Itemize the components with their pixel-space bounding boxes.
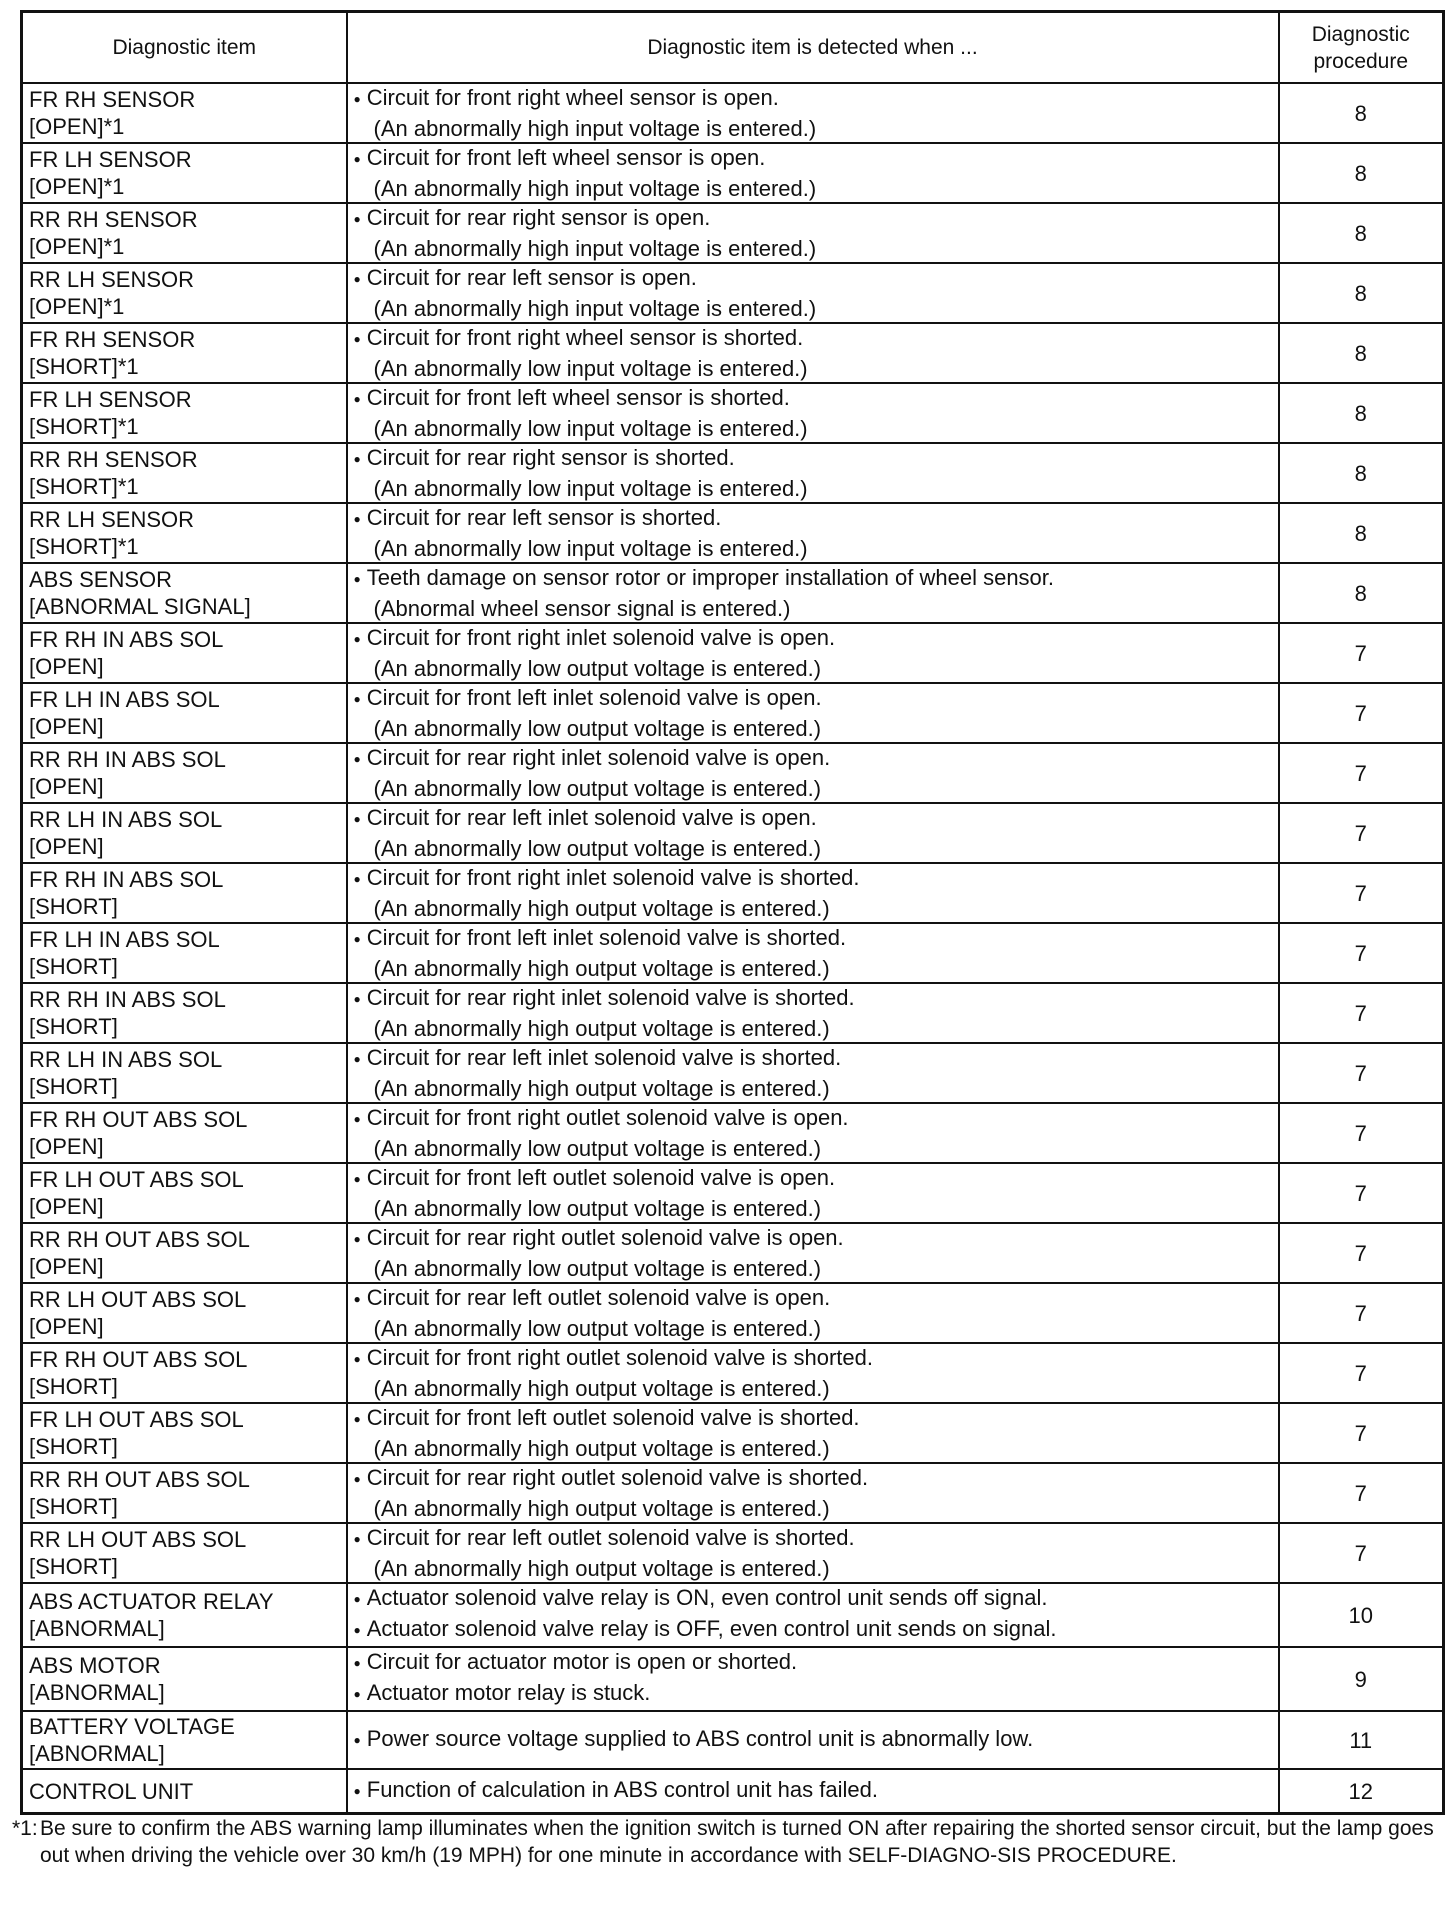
- condition-note: (An abnormally low output voltage is entered.): [373, 1136, 822, 1161]
- diagnostic-item-line: FR RH OUT ABS SOL: [29, 1347, 248, 1372]
- bullet-condition: ● Circuit for rear right sensor is open.: [354, 204, 1272, 235]
- diagnostic-item-line: RR LH SENSOR: [29, 267, 195, 292]
- procedure-number: 12: [1279, 1769, 1444, 1814]
- detected-when-cell: [347, 1711, 1279, 1769]
- diagnostic-item-cell: [22, 1043, 347, 1103]
- procedure-number: 7: [1279, 1463, 1444, 1523]
- diagnostic-item-cell: [22, 1711, 347, 1769]
- diagnostic-item-line: CONTROL UNIT: [29, 1778, 194, 1804]
- diagnostic-item-cell: [22, 1223, 347, 1283]
- procedure-number: 7: [1279, 1043, 1444, 1103]
- diagnostic-item-line: RR RH IN ABS SOL: [29, 747, 226, 772]
- bullet-condition: ● Circuit for front left wheel sensor is shorted.: [354, 384, 1272, 415]
- condition-note: (An abnormally high output voltage is entered.): [373, 1016, 830, 1041]
- table-row: [22, 743, 1444, 803]
- procedure-number: 7: [1279, 743, 1444, 803]
- bullet-condition: ● Actuator solenoid valve relay is ON, even control unit sends off signal.: [354, 1584, 1272, 1615]
- footnote-marker: *1:: [12, 1817, 38, 1840]
- bullet-condition: ● Circuit for rear left sensor is open.: [354, 264, 1272, 295]
- table-row: [22, 1343, 1444, 1403]
- procedure-number: 7: [1279, 1283, 1444, 1343]
- bullet-condition: ● Circuit for rear right inlet solenoid valve is open.: [354, 744, 1272, 775]
- footnote-text: Be sure to confirm the ABS warning lamp illuminates when the ignition switch is turned ON after repairing the shorted sensor circuit, but the lamp goes out when driving the vehicle over 30 km/h (19 MPH) for one minute in accordance with SELF-DIAGNO-SIS PROCEDURE.: [40, 1817, 1434, 1867]
- diagnostic-item-line: [SHORT]: [29, 1554, 118, 1579]
- bullet-condition: ● Circuit for rear left outlet solenoid valve is open.: [354, 1284, 1272, 1315]
- diagnostic-item-line: [OPEN]*1: [29, 234, 125, 259]
- diagnostic-item-line: RR LH IN ABS SOL: [29, 807, 223, 832]
- diagnostic-item-cell: [22, 1463, 347, 1523]
- table-row: [22, 803, 1444, 863]
- table-row: [22, 1043, 1444, 1103]
- table-row: [22, 1103, 1444, 1163]
- diagnostic-item-line: ABS MOTOR: [29, 1653, 161, 1678]
- condition-note: (An abnormally low output voltage is entered.): [373, 776, 822, 801]
- diagnostic-item-cell: [22, 203, 347, 263]
- bullet-condition: ● Circuit for rear right inlet solenoid valve is shorted.: [354, 984, 1272, 1015]
- diagnostic-item-cell: [22, 503, 347, 563]
- diagnostic-item-line: [OPEN]: [29, 834, 104, 859]
- procedure-number: 7: [1279, 1223, 1444, 1283]
- diagnostic-item-cell: [22, 1283, 347, 1343]
- bullet-condition: ● Function of calculation in ABS control unit has failed.: [354, 1776, 1272, 1807]
- diagnostic-item-line: FR LH OUT ABS SOL: [29, 1407, 244, 1432]
- procedure-number: 7: [1279, 983, 1444, 1043]
- bullet-condition: ● Circuit for front left outlet solenoid valve is open.: [354, 1164, 1272, 1195]
- procedure-number: 7: [1279, 1343, 1444, 1403]
- bullet-condition: ● Actuator motor relay is stuck.: [354, 1679, 1272, 1710]
- diagnostic-item-line: [SHORT]: [29, 1374, 118, 1399]
- detected-when-cell: [347, 1103, 1279, 1163]
- diagnostic-item-line: [OPEN]: [29, 1254, 104, 1279]
- diagnostic-item-cell: [22, 923, 347, 983]
- diagnostic-item-cell: [22, 863, 347, 923]
- bullet-condition: ● Circuit for front right inlet solenoid valve is shorted.: [354, 864, 1272, 895]
- table-row: [22, 923, 1444, 983]
- diagnostic-item-cell: [22, 83, 347, 143]
- diagnostic-item-cell: [22, 383, 347, 443]
- diagnostic-item-line: ABS ACTUATOR RELAY: [29, 1589, 274, 1614]
- diagnostic-item-line: ABS SENSOR: [29, 567, 173, 592]
- table-row: [22, 1463, 1444, 1523]
- bullet-condition: ● Circuit for rear left sensor is shorted.: [354, 504, 1272, 535]
- header-diagnostic-procedure: [1279, 12, 1444, 84]
- procedure-number: 7: [1279, 863, 1444, 923]
- header-row: [22, 12, 1444, 84]
- bullet-condition: ● Circuit for front right outlet solenoid valve is open.: [354, 1104, 1272, 1135]
- procedure-number: 7: [1279, 923, 1444, 983]
- diagnostic-item-line: FR RH OUT ABS SOL: [29, 1107, 248, 1132]
- table-row: [22, 263, 1444, 323]
- diagnostic-item-cell: [22, 983, 347, 1043]
- table-row: [22, 563, 1444, 623]
- detected-when-cell: [347, 1647, 1279, 1711]
- table-row: [22, 1647, 1444, 1711]
- diagnostic-item-line: [SHORT]: [29, 954, 118, 979]
- condition-note: (An abnormally high output voltage is entered.): [373, 1496, 830, 1521]
- detected-when-cell: [347, 623, 1279, 683]
- diagnostic-item-cell: [22, 743, 347, 803]
- detected-when-cell: [347, 743, 1279, 803]
- diagnostic-item-line: [OPEN]: [29, 1194, 104, 1219]
- condition-note: (An abnormally low output voltage is entered.): [373, 1196, 822, 1221]
- detected-when-cell: [347, 323, 1279, 383]
- detected-when-cell: [347, 983, 1279, 1043]
- procedure-number: 10: [1279, 1583, 1444, 1647]
- table-row: [22, 1711, 1444, 1769]
- condition-note: (An abnormally low output voltage is entered.): [373, 1256, 822, 1281]
- condition-note: (An abnormally high output voltage is entered.): [373, 1436, 830, 1461]
- condition-note: (Abnormal wheel sensor signal is entered.): [373, 596, 791, 621]
- diagnostic-item-line: FR RH SENSOR: [29, 327, 196, 352]
- diagnostic-item-cell: [22, 1403, 347, 1463]
- table-row: [22, 623, 1444, 683]
- diagnostic-item-line: [ABNORMAL]: [29, 1741, 165, 1766]
- detected-when-cell: [347, 1463, 1279, 1523]
- procedure-number: 8: [1279, 203, 1444, 263]
- procedure-number: 8: [1279, 563, 1444, 623]
- bullet-condition: ● Actuator solenoid valve relay is OFF, even control unit sends on signal.: [354, 1615, 1272, 1646]
- diagnostic-item-cell: [22, 1647, 347, 1711]
- bullet-condition: ● Power source voltage supplied to ABS control unit is abnormally low.: [354, 1725, 1272, 1756]
- procedure-number: 8: [1279, 443, 1444, 503]
- diagnostic-item-line: RR LH OUT ABS SOL: [29, 1527, 247, 1552]
- diagnostic-item-line: [OPEN]: [29, 1134, 104, 1159]
- diagnostic-item-line: [OPEN]*1: [29, 174, 125, 199]
- diagnostic-item-line: FR LH IN ABS SOL: [29, 927, 220, 952]
- detected-when-cell: [347, 1343, 1279, 1403]
- procedure-number: 7: [1279, 683, 1444, 743]
- diagnostic-item-cell: [22, 263, 347, 323]
- detected-when-cell: [347, 1583, 1279, 1647]
- bullet-condition: ● Circuit for rear left outlet solenoid valve is shorted.: [354, 1524, 1272, 1555]
- header-procedure-line1: Diagnostic: [1311, 22, 1410, 46]
- procedure-number: 8: [1279, 503, 1444, 563]
- diagnostic-item-line: [SHORT]: [29, 1014, 118, 1039]
- procedure-number: 7: [1279, 1403, 1444, 1463]
- bullet-condition: ● Circuit for front left wheel sensor is open.: [354, 144, 1272, 175]
- header-diagnostic-item: Diagnostic item: [22, 12, 347, 84]
- diagnostic-item-line: [SHORT]*1: [29, 534, 139, 559]
- diagnostic-item-cell: [22, 143, 347, 203]
- diagnostic-item-line: [OPEN]: [29, 654, 104, 679]
- table-row: [22, 323, 1444, 383]
- detected-when-cell: [347, 1283, 1279, 1343]
- diagnostic-item-line: [ABNORMAL SIGNAL]: [29, 594, 251, 619]
- table-row: [22, 1583, 1444, 1647]
- detected-when-cell: [347, 1163, 1279, 1223]
- diagnostic-item-line: [OPEN]: [29, 774, 104, 799]
- bullet-condition: ● Circuit for front left inlet solenoid valve is open.: [354, 684, 1272, 715]
- diagnostic-item-line: RR RH OUT ABS SOL: [29, 1227, 250, 1252]
- procedure-number: 11: [1279, 1711, 1444, 1769]
- bullet-condition: ● Teeth damage on sensor rotor or improper installation of wheel sensor.: [354, 564, 1272, 595]
- diagnostic-item-line: [SHORT]*1: [29, 414, 139, 439]
- diagnostic-item-line: FR RH IN ABS SOL: [29, 627, 224, 652]
- diagnostic-item-line: RR RH IN ABS SOL: [29, 987, 226, 1012]
- diagnostic-item-cell: [22, 1583, 347, 1647]
- diagnostic-item-line: [ABNORMAL]: [29, 1680, 165, 1705]
- table-row: [22, 983, 1444, 1043]
- detected-when-cell: [347, 143, 1279, 203]
- condition-note: (An abnormally high output voltage is entered.): [373, 1076, 830, 1101]
- table-row: [22, 503, 1444, 563]
- header-detected-when: Diagnostic item is detected when ...: [347, 12, 1279, 84]
- detected-when-cell: [347, 923, 1279, 983]
- diagnostic-item-line: RR LH OUT ABS SOL: [29, 1287, 247, 1312]
- table-row: [22, 1223, 1444, 1283]
- diagnostic-item-cell: [22, 443, 347, 503]
- table-row: [22, 1769, 1444, 1814]
- procedure-number: 8: [1279, 383, 1444, 443]
- diagnostic-item-line: [OPEN]*1: [29, 294, 125, 319]
- condition-note: (An abnormally low output voltage is entered.): [373, 1316, 822, 1341]
- diagnostic-item-line: BATTERY VOLTAGE: [29, 1714, 235, 1739]
- diagnostic-item-line: RR RH SENSOR: [29, 207, 198, 232]
- condition-note: (An abnormally low output voltage is entered.): [373, 716, 822, 741]
- detected-when-cell: [347, 1223, 1279, 1283]
- procedure-number: 8: [1279, 323, 1444, 383]
- diagnostic-item-line: RR RH OUT ABS SOL: [29, 1467, 250, 1492]
- diagnostic-item-line: FR RH IN ABS SOL: [29, 867, 224, 892]
- procedure-number: 7: [1279, 623, 1444, 683]
- diagnostic-item-line: [ABNORMAL]: [29, 1616, 165, 1641]
- detected-when-cell: [347, 263, 1279, 323]
- diagnostic-item-cell: [22, 1163, 347, 1223]
- condition-note: (An abnormally low output voltage is entered.): [373, 656, 822, 681]
- bullet-condition: ● Circuit for front right inlet solenoid valve is open.: [354, 624, 1272, 655]
- diagnostic-item-line: [SHORT]: [29, 1494, 118, 1519]
- procedure-number: 7: [1279, 1523, 1444, 1583]
- condition-note: (An abnormally high output voltage is entered.): [373, 896, 830, 921]
- diagnostic-item-line: [SHORT]: [29, 894, 118, 919]
- diagnostic-item-cell: [22, 803, 347, 863]
- diagnostic-item-line: FR LH SENSOR: [29, 387, 192, 412]
- bullet-condition: ● Circuit for rear left inlet solenoid valve is shorted.: [354, 1044, 1272, 1075]
- table-row: [22, 203, 1444, 263]
- condition-note: (An abnormally low output voltage is entered.): [373, 836, 822, 861]
- detected-when-cell: [347, 203, 1279, 263]
- table-row: [22, 443, 1444, 503]
- diagnostic-item-cell: [22, 683, 347, 743]
- detected-when-cell: [347, 383, 1279, 443]
- bullet-condition: ● Circuit for rear left inlet solenoid valve is open.: [354, 804, 1272, 835]
- bullet-condition: ● Circuit for front left outlet solenoid valve is shorted.: [354, 1404, 1272, 1435]
- bullet-condition: ● Circuit for front right wheel sensor is shorted.: [354, 324, 1272, 355]
- bullet-condition: ● Circuit for rear right outlet solenoid valve is shorted.: [354, 1464, 1272, 1495]
- bullet-condition: ● Circuit for actuator motor is open or shorted.: [354, 1648, 1272, 1679]
- diagnostic-item-line: [SHORT]*1: [29, 354, 139, 379]
- procedure-number: 8: [1279, 143, 1444, 203]
- detected-when-cell: [347, 1043, 1279, 1103]
- bullet-condition: ● Circuit for front right wheel sensor is open.: [354, 84, 1272, 115]
- footnote: [12, 1815, 1442, 1869]
- table-body: [22, 83, 1444, 1814]
- detected-when-cell: [347, 443, 1279, 503]
- table-row: [22, 1283, 1444, 1343]
- table-row: [22, 83, 1444, 143]
- condition-note: (An abnormally high input voltage is entered.): [373, 176, 817, 201]
- diagnostic-item-line: [SHORT]*1: [29, 474, 139, 499]
- detected-when-cell: [347, 503, 1279, 563]
- condition-note: (An abnormally high input voltage is entered.): [373, 296, 817, 321]
- diagnostic-item-line: [OPEN]*1: [29, 114, 125, 139]
- detected-when-cell: [347, 863, 1279, 923]
- diagnostic-item-cell: [22, 1103, 347, 1163]
- diagnostic-item-line: [SHORT]: [29, 1434, 118, 1459]
- diagnostic-item-line: FR LH OUT ABS SOL: [29, 1167, 244, 1192]
- diagnostic-item-line: RR LH SENSOR: [29, 507, 195, 532]
- detected-when-cell: [347, 83, 1279, 143]
- procedure-number: 8: [1279, 83, 1444, 143]
- diagnostic-item-cell: [22, 1523, 347, 1583]
- table-row: [22, 1403, 1444, 1463]
- table-row: [22, 1523, 1444, 1583]
- procedure-number: 8: [1279, 263, 1444, 323]
- detected-when-cell: [347, 1403, 1279, 1463]
- diagnostic-item-line: FR LH IN ABS SOL: [29, 687, 220, 712]
- procedure-number: 7: [1279, 803, 1444, 863]
- bullet-condition: ● Circuit for rear right outlet solenoid valve is open.: [354, 1224, 1272, 1255]
- condition-note: (An abnormally high input voltage is entered.): [373, 116, 817, 141]
- diagnostic-item-line: RR LH IN ABS SOL: [29, 1047, 223, 1072]
- procedure-number: 7: [1279, 1103, 1444, 1163]
- bullet-condition: ● Circuit for rear right sensor is shorted.: [354, 444, 1272, 475]
- procedure-number: 9: [1279, 1647, 1444, 1711]
- condition-note: (An abnormally high output voltage is entered.): [373, 1376, 830, 1401]
- diagnostic-item-cell: [22, 623, 347, 683]
- diagnostic-item-line: [OPEN]: [29, 1314, 104, 1339]
- detected-when-cell: [347, 1523, 1279, 1583]
- diagnostic-item-cell: [22, 1343, 347, 1403]
- table-row: [22, 863, 1444, 923]
- table-row: [22, 683, 1444, 743]
- condition-note: (An abnormally low input voltage is entered.): [373, 416, 808, 441]
- diagnostic-item-cell: [22, 323, 347, 383]
- condition-note: (An abnormally low input voltage is entered.): [373, 476, 808, 501]
- procedure-number: 7: [1279, 1163, 1444, 1223]
- detected-when-cell: [347, 563, 1279, 623]
- detected-when-cell: [347, 803, 1279, 863]
- diagnostic-item-line: [SHORT]: [29, 1074, 118, 1099]
- diagnostic-item-cell: [22, 1769, 347, 1814]
- table-row: [22, 383, 1444, 443]
- detected-when-cell: [347, 683, 1279, 743]
- detected-when-cell: [347, 1769, 1279, 1814]
- diagnostic-item-cell: [22, 563, 347, 623]
- condition-note: (An abnormally low input voltage is entered.): [373, 356, 808, 381]
- condition-note: (An abnormally high output voltage is entered.): [373, 1556, 830, 1581]
- condition-note: (An abnormally low input voltage is entered.): [373, 536, 808, 561]
- bullet-condition: ● Circuit for front left inlet solenoid valve is shorted.: [354, 924, 1272, 955]
- diagnostic-item-line: [OPEN]: [29, 714, 104, 739]
- bullet-condition: ● Circuit for front right outlet solenoid valve is shorted.: [354, 1344, 1272, 1375]
- condition-note: (An abnormally high input voltage is entered.): [373, 236, 817, 261]
- table-row: [22, 1163, 1444, 1223]
- table-row: [22, 143, 1444, 203]
- diagnostic-item-line: FR LH SENSOR: [29, 147, 192, 172]
- diagnostic-table: [20, 10, 1445, 1815]
- diagnostic-item-line: RR RH SENSOR: [29, 447, 198, 472]
- condition-note: (An abnormally high output voltage is entered.): [373, 956, 830, 981]
- diagnostic-item-line: FR RH SENSOR: [29, 87, 196, 112]
- header-procedure-line2: procedure: [1313, 49, 1409, 73]
